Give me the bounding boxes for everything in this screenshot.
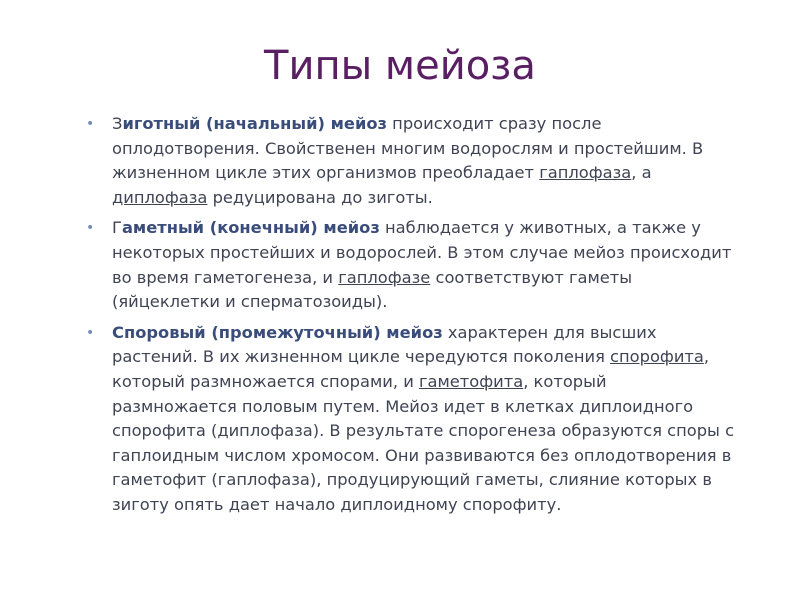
bullet-sporic-meiosis [86,321,736,518]
bullet-text: характерен для высших растений. В их жизненном цикле чередуются поколения [112,322,657,367]
bullet-text: соответствуют гаметы (яйцеклетки и сперматозоиды). [112,267,633,312]
bullet-text: наблюдается у животных, а также у некоторых простейших и водорослей. В этом случае мейоз происходит во время гаметогенеза, и [112,218,732,287]
term-sporic-meiosis: Споровый (промежуточный) мейоз [112,322,443,342]
bullet-marker: • [86,220,95,237]
bullet-zygotic-meiosis [86,112,736,210]
term-zygotic-meiosis: иготный (начальный) мейоз [122,114,387,133]
bullet-marker: • [86,116,95,132]
bullet-gametic-meiosis [86,216,736,314]
bullet-text: происходит сразу после оплодотворения. Свойственен многим водорослям и простейшим. В жизненном цикле этих организмов преобладает [112,114,704,183]
bullet-text: , а [631,163,652,183]
term-initial-letter: Г [112,218,122,238]
link-diplophase[interactable]: диплофаза [112,187,208,207]
bullet-list [86,112,736,524]
term-gametic-meiosis: аметный (конечный) мейоз [121,218,380,238]
bullet-marker: • [86,324,95,341]
link-haplophase-2[interactable]: гаплофазе [338,267,431,287]
bullet-text: , который размножается половым путем. Мейоз идет в клетках диплоидного спорофита (диплофаза). В результате спорогенеза образуются споры с гаплоидным числом хромосом. Они развиваются без оплодотворения в гаметофит (гаплофаза), продуцирующий гаметы, слияние которых в зиготу опять дает начало диплоидному спорофиту. [112,371,735,514]
link-haplophase[interactable]: гаплофаза [539,163,632,183]
bullet-text: редуцирована до зиготы. [207,187,433,207]
term-initial-letter: З [112,114,123,133]
link-sporophyte[interactable]: спорофита [610,347,704,367]
bullet-text: , который размножается спорами, и [112,347,710,391]
slide-title: Типы мейоза [264,43,536,89]
link-gametophyte[interactable]: гаметофита [418,371,524,391]
